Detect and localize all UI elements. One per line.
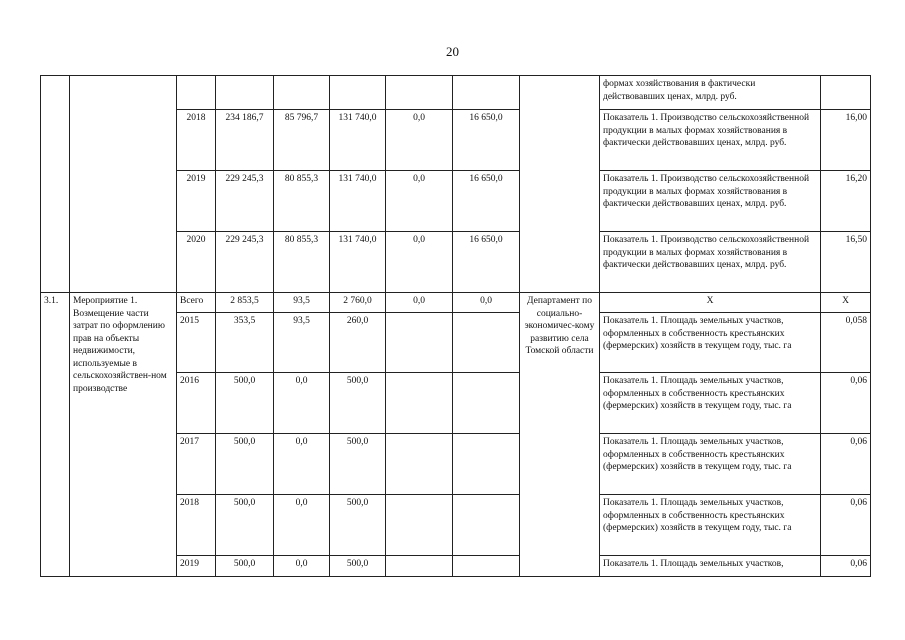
total-cell: 2 853,5 xyxy=(216,293,274,313)
total-cell: 229 245,3 xyxy=(216,171,274,232)
federal-cell: 93,5 xyxy=(274,293,330,313)
indicator-cell: Показатель 1. Площадь земельных участков, оформленных в собственность крестьянских (фермерских) хозяйств в текущем году, тыс. га xyxy=(600,373,821,434)
regional-cell: 500,0 xyxy=(330,556,386,577)
page-number: 20 xyxy=(446,44,459,59)
year-cell: 2015 xyxy=(177,313,216,373)
federal-cell: 0,0 xyxy=(274,434,330,495)
year-cell: 2019 xyxy=(177,171,216,232)
regional-cell: 500,0 xyxy=(330,495,386,556)
indicator-value: Х xyxy=(821,293,871,313)
regional-cell: 500,0 xyxy=(330,373,386,434)
regional-cell: 500,0 xyxy=(330,434,386,495)
indicator-cell: Х xyxy=(600,293,821,313)
year-cell: 2018 xyxy=(177,110,216,171)
executor-cell: Департамент по социально-экономичес-кому развитию села Томской области xyxy=(520,293,600,577)
extra-cell: 16 650,0 xyxy=(453,232,520,293)
extra-cell: 16 650,0 xyxy=(453,110,520,171)
table-row xyxy=(41,293,871,313)
regional-cell: 131 740,0 xyxy=(330,110,386,171)
total-cell: 229 245,3 xyxy=(216,232,274,293)
extra-cell: 0,0 xyxy=(453,293,520,313)
indicator-value: 16,50 xyxy=(821,232,871,293)
total-cell: 500,0 xyxy=(216,556,274,577)
indicator-cell: Показатель 1. Площадь земельных участков, оформленных в собственность крестьянских (фермерских) хозяйств в текущем году, тыс. га xyxy=(600,495,821,556)
name-cell-empty xyxy=(70,76,177,293)
federal-cell: 0,0 xyxy=(274,373,330,434)
indicator-value: 0,06 xyxy=(821,434,871,495)
indicator-value: 0,06 xyxy=(821,373,871,434)
indicator-value: 0,06 xyxy=(821,556,871,577)
indicator-value: 0,06 xyxy=(821,495,871,556)
total-cell: 500,0 xyxy=(216,495,274,556)
indicator-value: 16,00 xyxy=(821,110,871,171)
year-cell: 2018 xyxy=(177,495,216,556)
indicator-value: 0,058 xyxy=(821,313,871,373)
regional-cell: 131 740,0 xyxy=(330,232,386,293)
federal-cell: 80 855,3 xyxy=(274,171,330,232)
indicator-cell: Показатель 1. Производство сельскохозяйственной продукции в малых формах хозяйствования в фактически действовавших ценах, млрд. руб. xyxy=(600,110,821,171)
measure-number: 3.1. xyxy=(41,293,70,577)
federal-cell: 0,0 xyxy=(274,495,330,556)
indicator-cell: Показатель 1. Площадь земельных участков, оформленных в собственность крестьянских (фермерских) хозяйств в текущем году, тыс. га xyxy=(600,434,821,495)
year-cell: Всего xyxy=(177,293,216,313)
table-row xyxy=(41,76,871,110)
total-cell: 234 186,7 xyxy=(216,110,274,171)
local-cell: 0,0 xyxy=(386,110,453,171)
indicator-cell: Показатель 1. Производство сельскохозяйственной продукции в малых формах хозяйствования в фактически действовавших ценах, млрд. руб. xyxy=(600,171,821,232)
year-cell: 2016 xyxy=(177,373,216,434)
num-cell-empty xyxy=(41,76,70,293)
regional-cell: 131 740,0 xyxy=(330,171,386,232)
local-cell: 0,0 xyxy=(386,232,453,293)
year-cell: 2020 xyxy=(177,232,216,293)
indicator-cell: Показатель 1. Площадь земельных участков, xyxy=(600,556,821,577)
year-cell: 2019 xyxy=(177,556,216,577)
federal-cell: 85 796,7 xyxy=(274,110,330,171)
year-cell: 2017 xyxy=(177,434,216,495)
total-cell: 500,0 xyxy=(216,434,274,495)
federal-cell: 80 855,3 xyxy=(274,232,330,293)
indicator-cell: Показатель 1. Площадь земельных участков, оформленных в собственность крестьянских (фермерских) хозяйств в текущем году, тыс. га xyxy=(600,313,821,373)
executor-cell-empty xyxy=(520,76,600,293)
local-cell: 0,0 xyxy=(386,171,453,232)
indicator-cell: формах хозяйствования в фактически действовавших ценах, млрд. руб. xyxy=(600,76,821,110)
regional-cell: 260,0 xyxy=(330,313,386,373)
total-cell: 500,0 xyxy=(216,373,274,434)
program-table xyxy=(40,75,871,577)
federal-cell: 0,0 xyxy=(274,556,330,577)
local-cell: 0,0 xyxy=(386,293,453,313)
federal-cell: 93,5 xyxy=(274,313,330,373)
measure-name: Мероприятие 1. Возмещение части затрат по оформлению прав на объекты недвижимости, используемые в сельскохозяйствен-ном производстве xyxy=(70,293,177,577)
extra-cell: 16 650,0 xyxy=(453,171,520,232)
total-cell: 353,5 xyxy=(216,313,274,373)
indicator-value: 16,20 xyxy=(821,171,871,232)
regional-cell: 2 760,0 xyxy=(330,293,386,313)
indicator-cell: Показатель 1. Производство сельскохозяйственной продукции в малых формах хозяйствования в фактически действовавших ценах, млрд. руб. xyxy=(600,232,821,293)
